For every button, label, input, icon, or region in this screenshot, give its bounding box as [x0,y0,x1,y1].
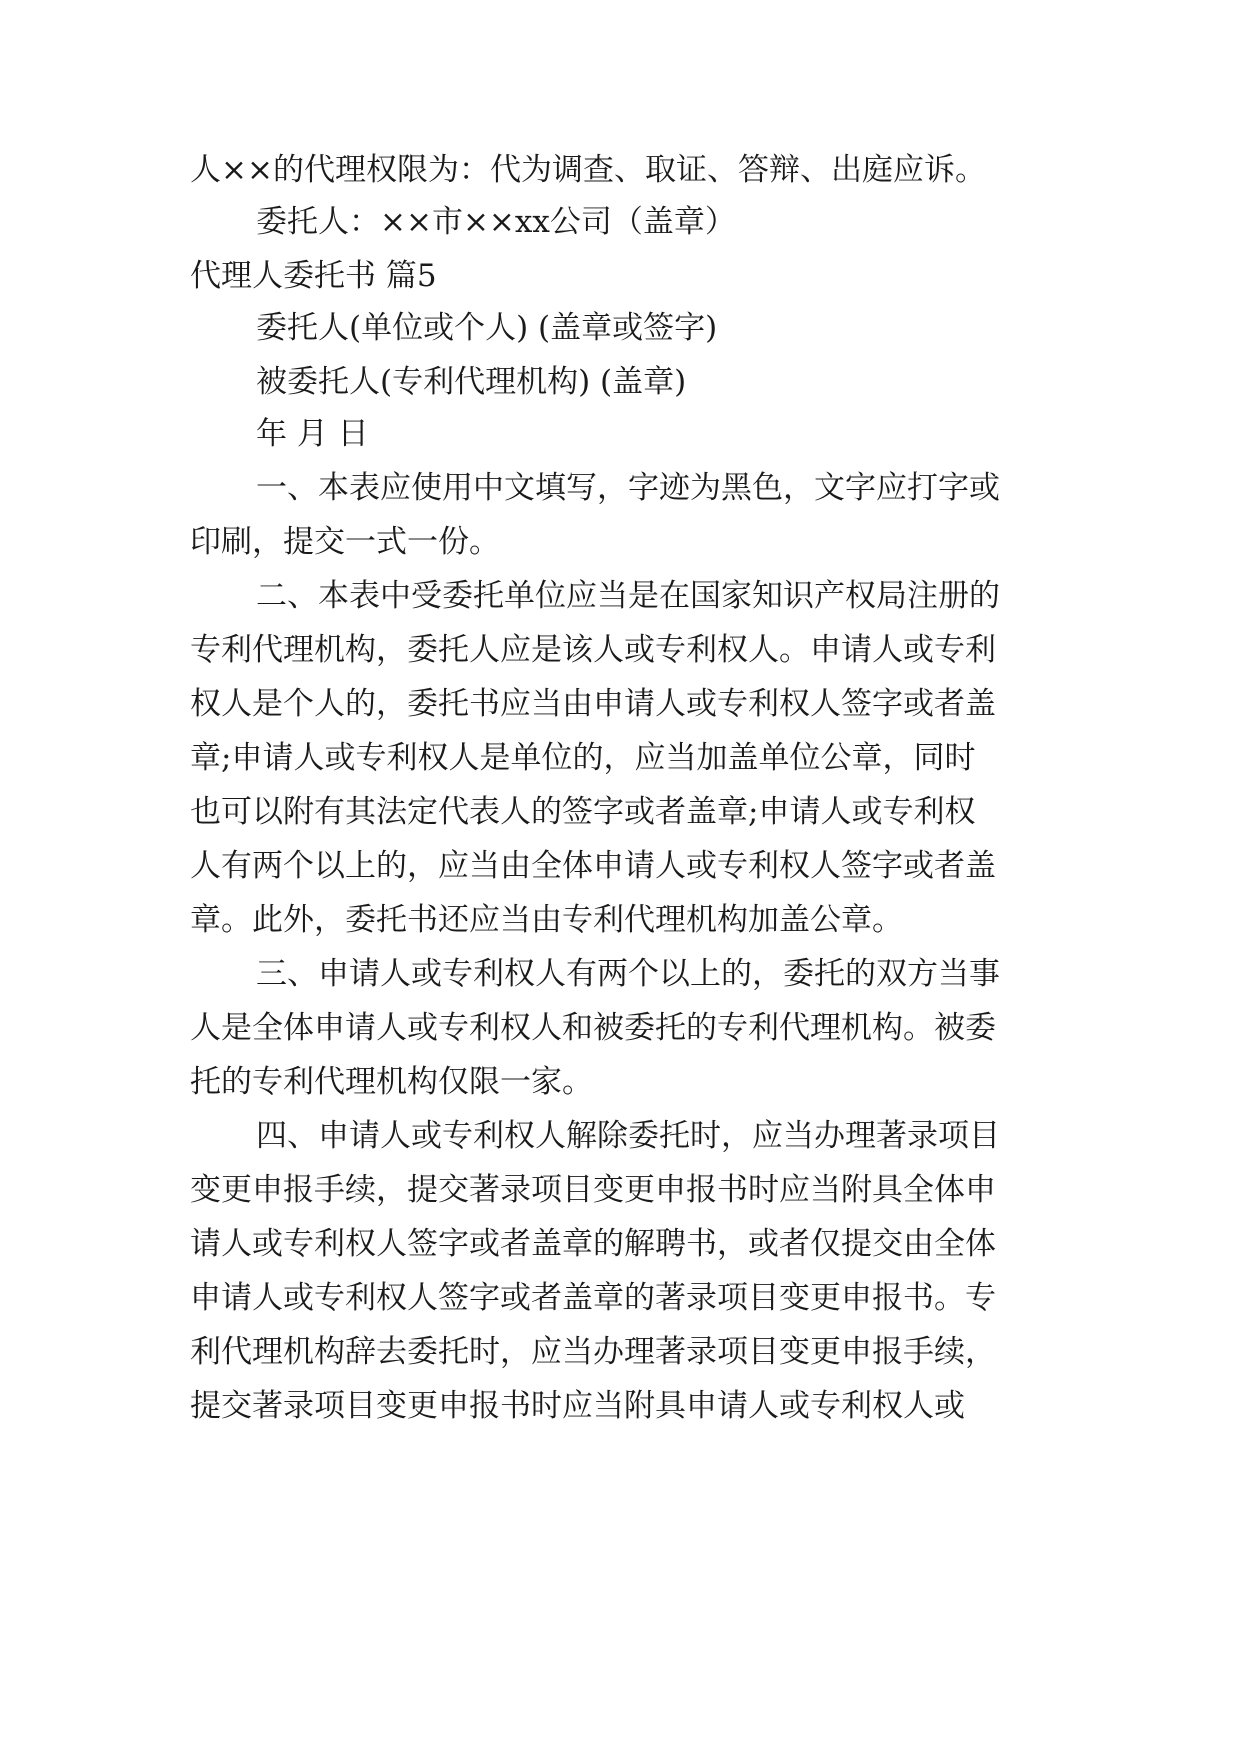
text-line: 委托人：××市××xx公司（盖章） [256,204,736,240]
text-line: 人××的代理权限为：代为调查、取证、答辩、出庭应诉。 [190,152,986,188]
text-line: 四、申请人或专利权人解除委托时，应当办理著录项目 [256,1118,1000,1154]
text-line: 托的专利代理机构仅限一家。 [190,1064,593,1100]
date-line: 年 月 日 [256,416,369,452]
text-line: 二、本表中受委托单位应当是在国家知识产权局注册的 [256,578,1000,614]
text-line: 专利代理机构，委托人应是该人或专利权人。申请人或专利 [190,632,996,668]
text-line: 权人是个人的，委托书应当由申请人或专利权人签字或者盖 [190,686,996,722]
text-line: 变更申报手续，提交著录项目变更申报书时应当附具全体申 [190,1172,996,1208]
text-line: 申请人或专利权人签字或者盖章的著录项目变更申报书。专 [190,1280,996,1316]
text-line: 被委托人(专利代理机构) (盖章) [256,364,687,400]
section-heading: 代理人委托书 篇5 [190,258,437,294]
text-line: 也可以附有其法定代表人的签字或者盖章;申请人或专利权 [190,794,976,830]
text-line: 印刷，提交一式一份。 [190,524,500,560]
text-line: 提交著录项目变更申报书时应当附具申请人或专利权人或 [190,1388,965,1424]
text-line: 三、申请人或专利权人有两个以上的，委托的双方当事 [256,956,1000,992]
text-line: 章。此外，委托书还应当由专利代理机构加盖公章。 [190,902,903,938]
text-line: 章;申请人或专利权人是单位的，应当加盖单位公章，同时 [190,740,976,776]
text-line: 人有两个以上的，应当由全体申请人或专利权人签字或者盖 [190,848,996,884]
text-line: 请人或专利权人签字或者盖章的解聘书，或者仅提交由全体 [190,1226,996,1262]
text-line: 人是全体申请人或专利权人和被委托的专利代理机构。被委 [190,1010,996,1046]
text-line: 委托人(单位或个人) (盖章或签字) [256,310,718,346]
text-line: 利代理机构辞去委托时，应当办理著录项目变更申报手续， [190,1334,996,1370]
text-line: 一、本表应使用中文填写，字迹为黑色，文字应打字或 [256,470,1000,506]
